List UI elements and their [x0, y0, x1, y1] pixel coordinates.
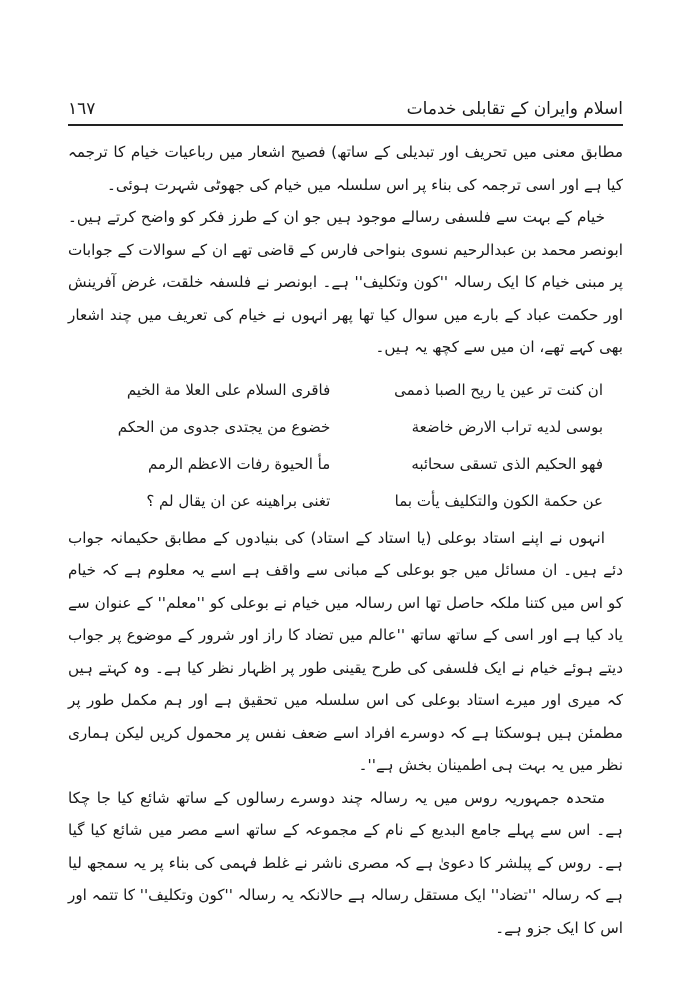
verse-second-hemistich: مأ الحيوة رفات الاعظم الرمم [147, 454, 331, 473]
verse-first-hemistich: ان كنت تر عين يا ريح الصبا ذممى [394, 380, 603, 399]
running-head: اسلام وایران کے تقابلی خدمات [406, 99, 623, 119]
paragraph: انہوں نے اپنے استاد بوعلی (یا استاد کے استاد) کی بنیادوں کے مطابق حکیمانہ جواب دئے ہیں۔ ان مسائل میں جو بوعلی کے مبانی سے واقف ہے اسے یہ معلوم ہے کہ خیام کو اس میں کتنا ملکہ حاصل تھا اس رسالہ میں خیام نے بوعلی کو ''معلم'' کے عنوان سے یاد کیا ہے اور اسی کے ساتھ ساتھ ''عالم میں تضاد کا راز اور شرور کے موضوع پر جواب دیتے ہوئے خیام نے ایک فلسفی کی طرح یقینی طور پر اظہار نظر کیا ہے۔ وہ کہتے ہیں کہ میری اور میرے استاد بوعلی کی اس سلسلہ میں تحقیق ہے اور ہم مکمل طور پر مطمئن ہیں ہوسکتا ہے کہ دوسرے افراد اسے ضعف نفس پر محمول کریں لیکن ہماری نظر میں یہ بہت ہی اطمینان بخش ہے''۔ [68, 528, 623, 774]
verse-second-hemistich: فاقرى السلام على العلا مة الخيم [126, 380, 331, 399]
page-body [68, 136, 623, 944]
verse-line [68, 409, 623, 446]
verse-second-hemistich: تغنى براهينه عن ان يقال لم ؟ [146, 491, 331, 510]
paragraph: خیام کے بہت سے فلسفی رسالے موجود ہیں جو ان کے طرز فکر کو واضح کرتے ہیں۔ ابونصر محمد بن عبدالرحیم نسوی بنواحی فارس کے قاضی تھے ان کے سوالات کے جوابات پر مبنی خیام کا ایک رسالہ ''کون وتکلیف'' ہے۔ ابونصر نے فلسفہ خلقت، غرض آفرینش اور حکمت عباد کے بارے میں سوال کیا تھا پھر انہوں نے خیام کی تعریف میں چند اشعار بھی کہے تھے، ان میں سے کچھ یہ ہیں۔ [68, 208, 623, 356]
verse-line [68, 372, 623, 409]
verse-first-hemistich: فهو الحكيم الذى تسقى سحائبه [411, 454, 603, 473]
paragraph: متحدہ جمہوریہ روس میں یہ رسالہ چند دوسرے رسالوں کے ساتھ شائع کیا جا چکا ہے۔ اس سے پہلے جامع البدیع کے نام کے مجموعہ کے ساتھ اسے مصر میں شائع کیا گیا ہے۔ روس کے پبلشر کا دعویٰ ہے کہ مصری ناشر نے غلط فہمی کی بناء پر یہ سمجھ لیا ہے کہ رسالہ ''تضاد'' ایک مستقل رسالہ ہے حالانکہ یہ رسالہ ''کون وتکلیف'' کا تتمہ اور اس کا ایک جزو ہے۔ [68, 788, 623, 937]
verse-second-hemistich: خضوع من يجتدى جدوى من الحكم [117, 417, 331, 436]
verse-first-hemistich: بوسى لديه تراب الارض خاضعة [411, 417, 603, 436]
verse-line [68, 446, 623, 483]
verse-line [68, 483, 623, 520]
arabic-verses [68, 372, 623, 520]
paragraph: مطابق معنی میں تحریف اور تبدیلی کے ساتھ) فصیح اشعار میں رباعیات خیام کا ترجمہ کیا ہے اور اسی ترجمہ کی بناء پر اس سلسلہ میں خیام کی جھوٹی شہرت ہوئی۔ [68, 143, 623, 194]
page-header [68, 86, 623, 126]
page-number: ١٦٧ [68, 99, 96, 119]
verse-first-hemistich: عن حكمة الكون والتكليف يأت بما [394, 491, 603, 510]
